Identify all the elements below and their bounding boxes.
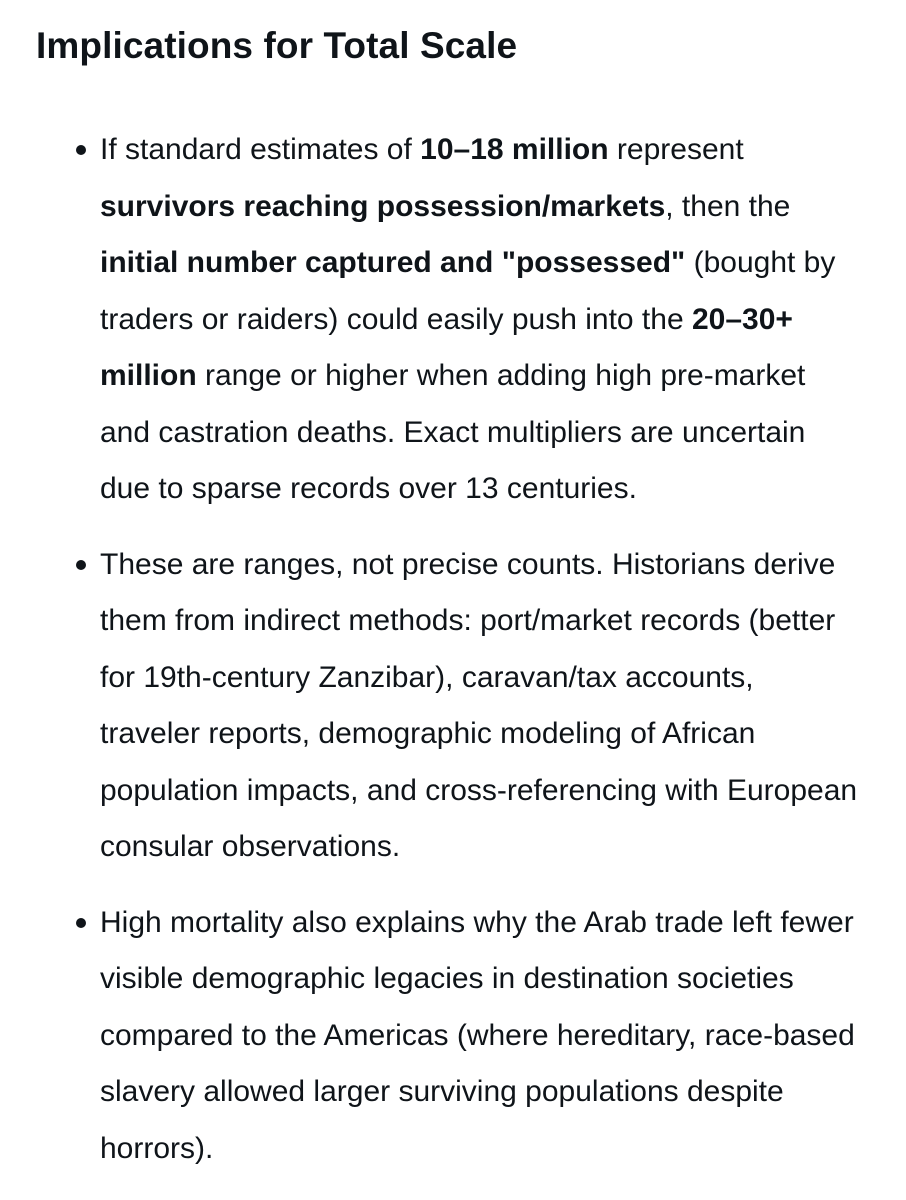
bold-segment: initial number captured and "possessed": [100, 246, 686, 279]
bullet-item: [36, 122, 876, 518]
bullet-text: [100, 122, 860, 518]
bullet-item: [36, 537, 876, 876]
bullet-item: [36, 895, 876, 1178]
text-segment: These are ranges, not precise counts. Historians derive them from indirect methods: port/market records (better for 19th-century Zanzibar), caravan/tax accounts, traveler reports, demographic modeling of African population impacts, and cross-referencing with European consular observations.: [100, 547, 858, 863]
bullet-list: [36, 122, 876, 1177]
bullet-dot-icon: [76, 560, 86, 570]
text-segment: (bought by traders or raiders) could easily push into the: [100, 246, 836, 336]
text-segment: , then the: [665, 189, 791, 223]
bullet-dot-icon: [76, 145, 86, 155]
bold-segment: 10–18 million: [420, 133, 609, 166]
bold-segment: survivors reaching possession/markets: [100, 189, 666, 223]
bullet-dot-icon: [76, 918, 86, 928]
text-segment: If standard estimates of: [100, 133, 421, 166]
bullet-text: [100, 537, 860, 876]
text-segment: High mortality also explains why the Arab trade left fewer visible demographic legacies in destination societies compared to the Americas (where hereditary, race-based slavery allowed larger surviving populations despite horrors).: [100, 905, 855, 1165]
text-segment: represent: [608, 133, 744, 166]
bold-segment: 20–30+ million: [100, 302, 793, 392]
section-heading: Implications for Total Scale: [36, 25, 518, 66]
text-segment: range or higher when adding high pre-market and castration deaths. Exact multipliers are uncertain due to sparse records over 13 centuries.: [100, 359, 806, 505]
article: [36, 18, 876, 1197]
bullet-text: [100, 895, 860, 1178]
